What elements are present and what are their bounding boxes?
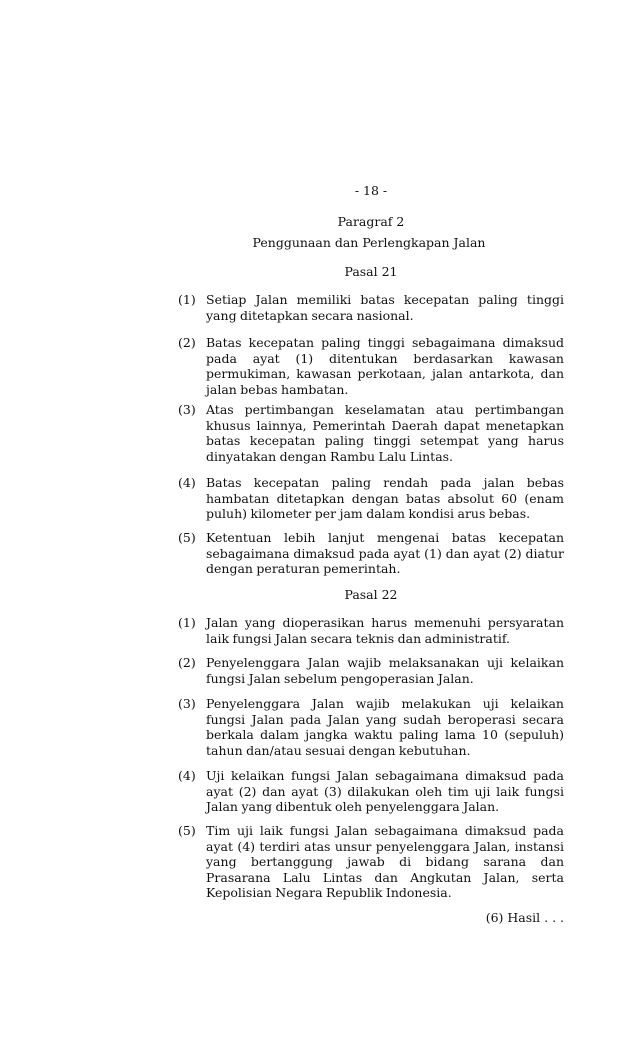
item-number: (5) (178, 530, 196, 545)
item-number: (1) (178, 292, 196, 307)
next-page-reference: (6) Hasil . . . (485, 910, 564, 925)
item-text: Uji kelaikan fungsi Jalan sebagaimana dimaksud pada ayat (2) dan ayat (3) dilakukan oleh tim uji laik fungsi Jalan yang dibentuk oleh penyelenggara Jalan. (206, 768, 564, 814)
item-number: (2) (178, 335, 196, 350)
item-text: Atas pertimbangan keselamatan atau pertimbangan khusus lainnya, Pemerintah Daerah dapat menetapkan batas kecepatan paling tinggi setempat yang harus dinyatakan dengan Rambu Lalu Lintas. (206, 402, 564, 464)
item-text: Tim uji laik fungsi Jalan sebagaimana dimaksud pada ayat (4) terdiri atas unsur penyelenggara Jalan, instansi yang bertanggung jawab di bidang sarana dan Prasarana Lalu Lintas dan Angkutan Jalan, serta Kepolisian Negara Republik Indonesia. (206, 823, 564, 900)
item-text: Batas kecepatan paling rendah pada jalan bebas hambatan ditetapkan dengan batas absolut 60 (enam puluh) kilometer per jam dalam kondisi arus bebas. (206, 475, 564, 521)
page-number: - 18 - (354, 183, 388, 198)
item-text: Jalan yang dioperasikan harus memenuhi persyaratan laik fungsi Jalan secara teknis dan administratif. (206, 615, 564, 646)
item-number: (4) (178, 475, 196, 490)
item-number: (4) (178, 768, 196, 783)
item-text: Penyelenggara Jalan wajib melakukan uji kelaikan fungsi Jalan pada Jalan yang sudah beroperasi secara berkala dalam jangka waktu paling lama 10 (sepuluh) tahun dan/atau sesuai dengan kebutuhan. (206, 696, 564, 758)
item-number: (5) (178, 823, 196, 838)
pasal-21-heading: Pasal 21 (344, 264, 398, 279)
item-number: (1) (178, 615, 196, 630)
item-text: Setiap Jalan memiliki batas kecepatan paling tinggi yang ditetapkan secara nasional. (206, 292, 564, 323)
item-text: Penyelenggara Jalan wajib melaksanakan uji kelaikan fungsi Jalan sebelum pengoperasian Jalan. (206, 655, 564, 686)
item-number: (3) (178, 696, 196, 711)
item-text: Batas kecepatan paling tinggi sebagaimana dimaksud pada ayat (1) ditentukan berdasarkan kawasan permukiman, kawasan perkotaan, jalan antarkota, dan jalan bebas hambatan. (206, 335, 564, 397)
item-number: (2) (178, 655, 196, 670)
item-text: Ketentuan lebih lanjut mengenai batas kecepatan sebagaimana dimaksud pada ayat (1) dan ayat (2) diatur dengan peraturan pemerintah. (206, 530, 564, 576)
paragraf-title: Penggunaan dan Perlengkapan Jalan (252, 235, 486, 250)
paragraf-heading: Paragraf 2 (337, 214, 405, 229)
pasal-22-heading: Pasal 22 (344, 587, 398, 602)
item-number: (3) (178, 402, 196, 417)
